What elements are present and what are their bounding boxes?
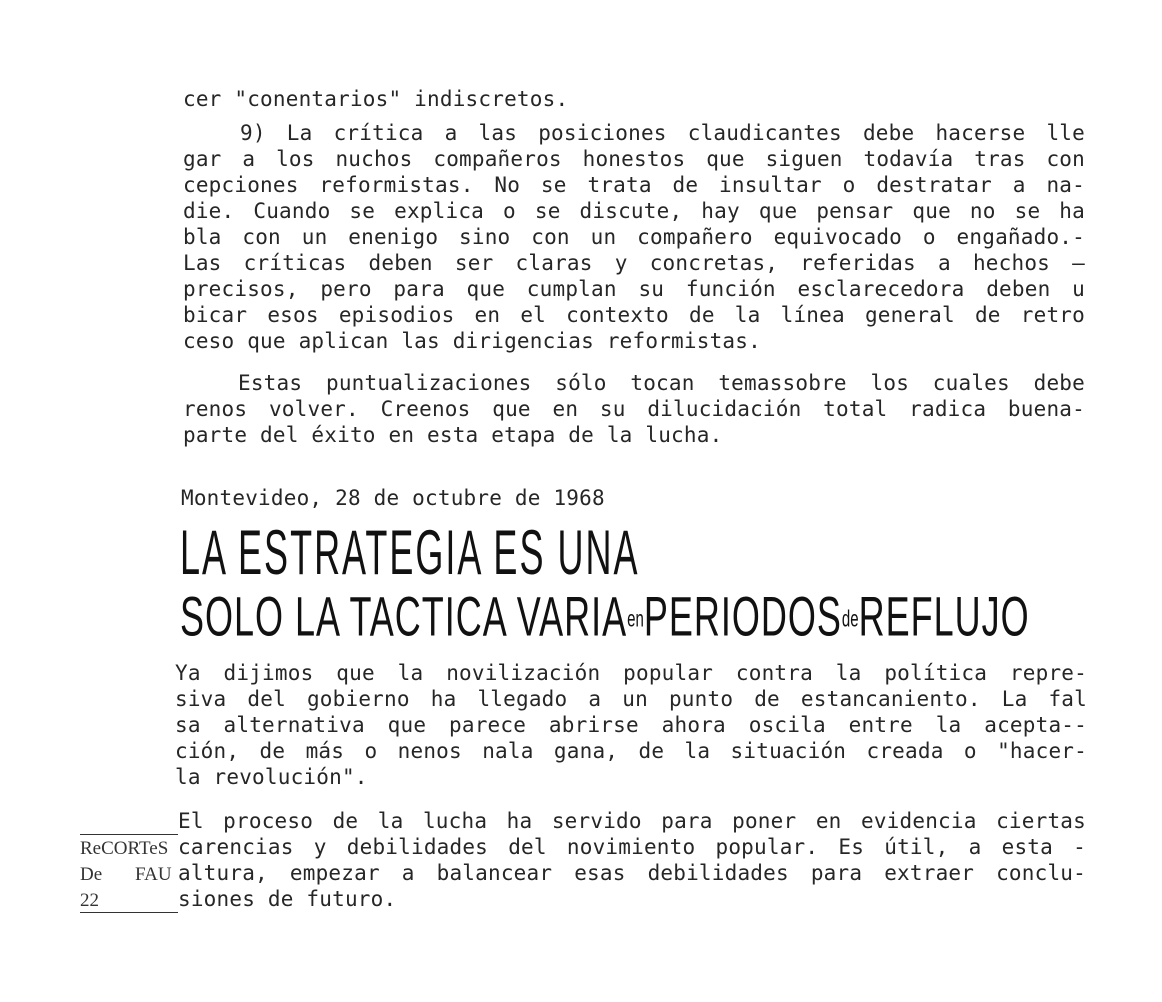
headline-line-1: LA ESTRATEGIA ES UNA bbox=[180, 516, 640, 588]
body2-line-1: El proceso de la lucha ha servido para poner en evidencia ciertas bbox=[178, 809, 1086, 833]
closing-line-2: renos volver. Creenos que en su dilucidación total radica buena- bbox=[183, 397, 1085, 421]
point9-line-8: bicar esos episodios en el contexto de la línea general de retro bbox=[183, 303, 1085, 327]
closing-line-1: Estas puntualizaciones sólo tocan temassobre los cuales debe bbox=[238, 371, 1085, 395]
point9-line-3: cepciones reformistas. No se trata de insultar o destratar a na- bbox=[183, 173, 1085, 197]
point9-line-2: gar a los nuchos compañeros honestos que siguen todavía tras con bbox=[183, 147, 1085, 171]
headline-part-a: SOLO LA TACTICA VARIA bbox=[180, 584, 628, 648]
margin-rule-top bbox=[80, 834, 178, 835]
intro-line: cer "conentarios" indiscretos. bbox=[183, 87, 569, 111]
body1-line-5: la revolución". bbox=[175, 765, 368, 789]
headline-part-b: PERIODOS bbox=[643, 584, 842, 648]
margin-note-number: 22 bbox=[80, 890, 99, 911]
margin-note-fau: FAU bbox=[135, 864, 172, 885]
headline-de: de bbox=[841, 606, 859, 633]
point9-line-4: die. Cuando se explica o se discute, hay que pensar que no se ha bbox=[183, 199, 1085, 223]
body2-line-2: carencias y debilidades del novimiento popular. Es útil, a esta - bbox=[178, 835, 1086, 859]
headline-en: en bbox=[627, 606, 644, 633]
body2-line-3: altura, empezar a balancear esas debilidades para extraer conclu- bbox=[178, 861, 1086, 885]
margin-note-recortes: ReCORTeS bbox=[80, 838, 169, 859]
point9-line-1: 9) La crítica a las posiciones claudicantes debe hacerse lle bbox=[240, 121, 1085, 145]
point9-line-9: ceso que aplican las dirigencias reformistas. bbox=[183, 329, 761, 353]
dateline: Montevideo, 28 de octubre de 1968 bbox=[181, 486, 605, 510]
headline-line-2 bbox=[180, 586, 1030, 651]
margin-rule-bottom bbox=[80, 912, 178, 913]
margin-note-de: De bbox=[80, 864, 103, 885]
body1-line-4: ción, de más o nenos nala gana, de la situación creada o "hacer- bbox=[175, 739, 1087, 763]
body1-line-3: sa alternativa que parece abrirse ahora oscila entre la acepta-- bbox=[175, 713, 1087, 737]
headline-part-c: REFLUJO bbox=[858, 584, 1030, 648]
body1-line-1: Ya dijimos que la novilización popular contra la política repre- bbox=[175, 661, 1087, 685]
point9-line-7: precisos, pero para que cumplan su función esclarecedora deben u bbox=[183, 277, 1085, 301]
point9-line-5: bla con un enenigo sino con un compañero equivocado o engañado.- bbox=[183, 225, 1085, 249]
closing-line-3: parte del éxito en esta etapa de la lucha. bbox=[183, 423, 723, 447]
body1-line-2: siva del gobierno ha llegado a un punto de estancaniento. La fal bbox=[175, 687, 1087, 711]
body2-line-4: siones de futuro. bbox=[178, 887, 397, 911]
point9-line-6: Las críticas deben ser claras y concretas, referidas a hechos — bbox=[183, 251, 1085, 275]
